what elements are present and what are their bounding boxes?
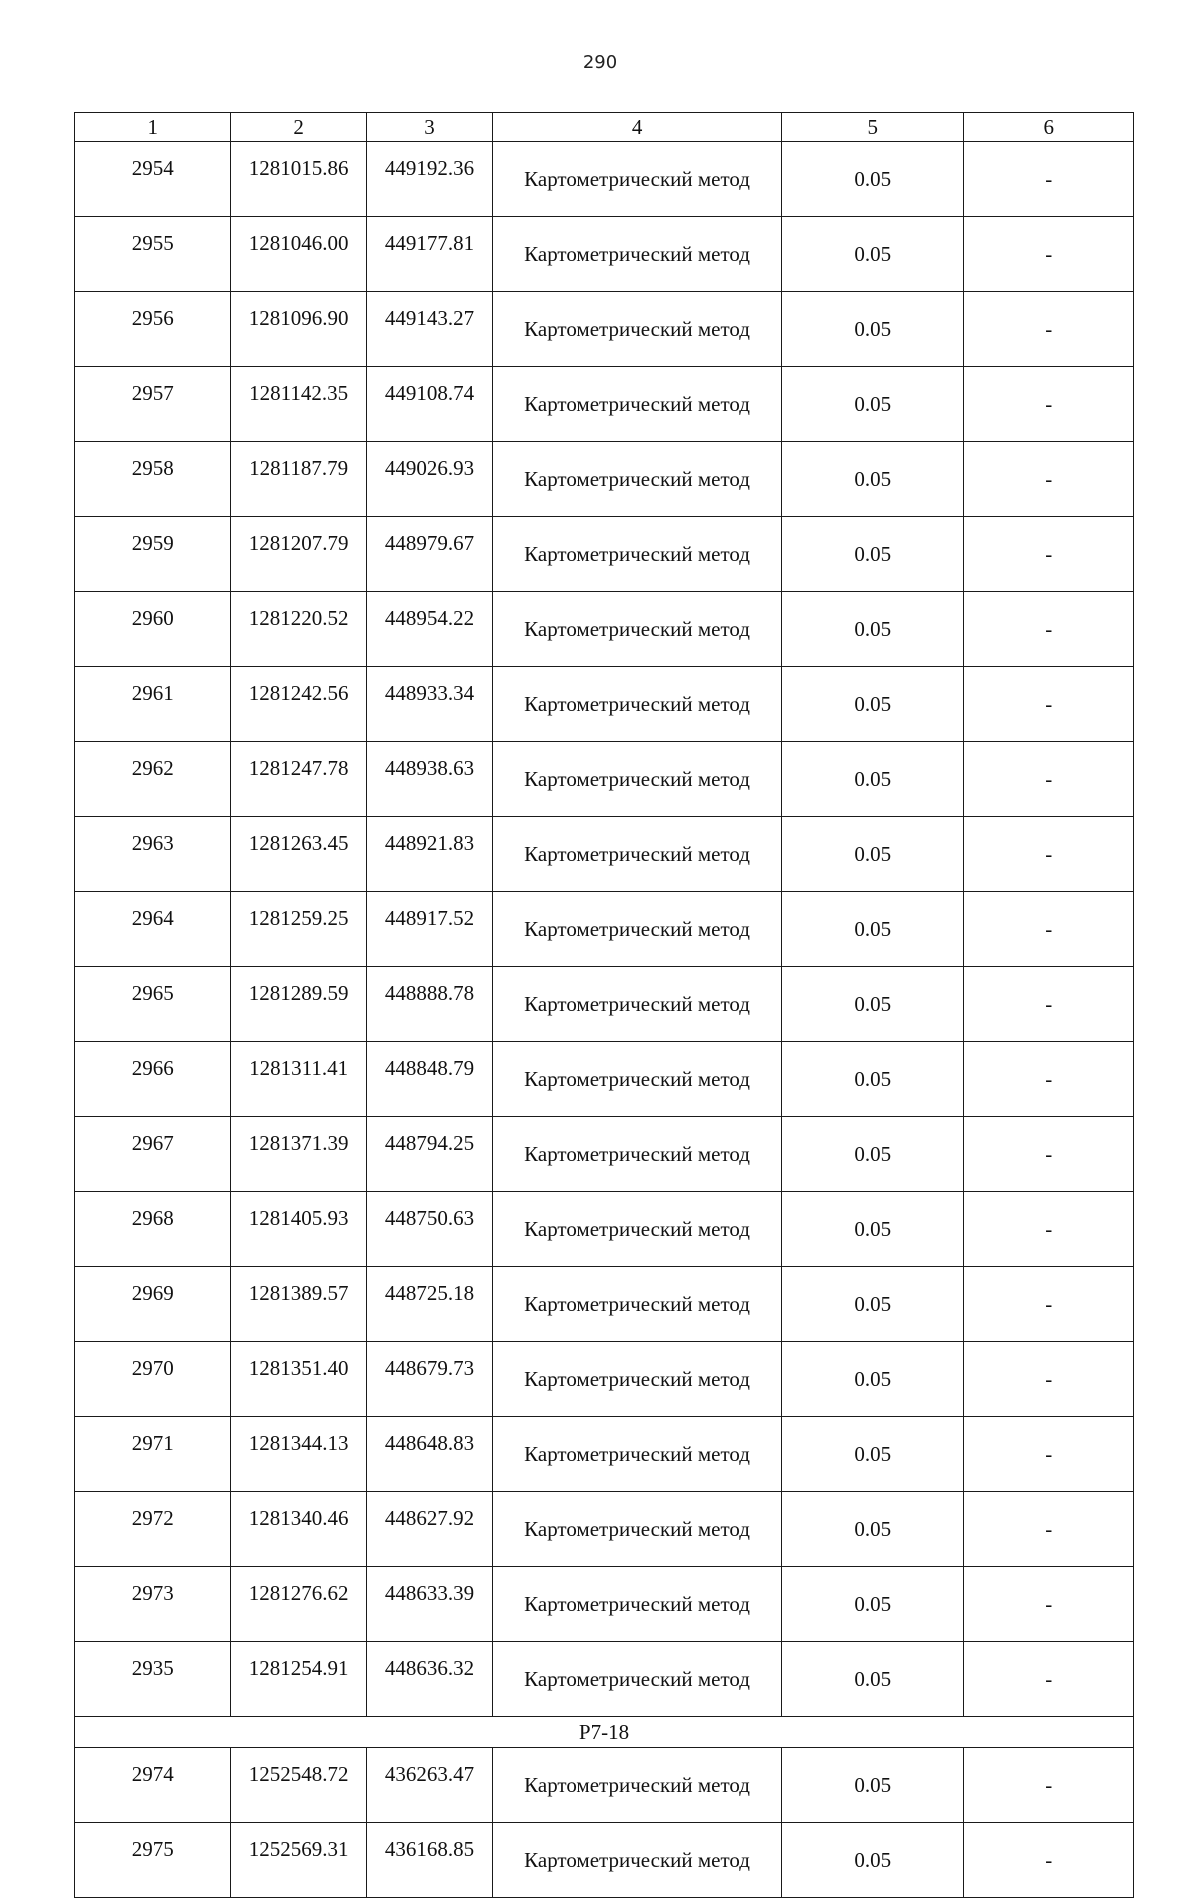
x-coordinate-cell: 1281142.35 — [231, 367, 366, 442]
note-cell: - — [964, 892, 1134, 967]
y-coordinate-cell: 448633.39 — [366, 1567, 492, 1642]
table-row — [75, 1567, 1134, 1642]
accuracy-cell: 0.05 — [781, 967, 964, 1042]
note-cell: - — [964, 1823, 1134, 1898]
x-coordinate-cell: 1281046.00 — [231, 217, 366, 292]
y-coordinate-cell: 448794.25 — [366, 1117, 492, 1192]
note-cell: - — [964, 1642, 1134, 1717]
table-row — [75, 742, 1134, 817]
table-row — [75, 1417, 1134, 1492]
y-coordinate-cell: 448888.78 — [366, 967, 492, 1042]
accuracy-cell: 0.05 — [781, 1748, 964, 1823]
method-cell: Картометрический метод — [493, 292, 782, 367]
point-number-cell: 2973 — [75, 1567, 231, 1642]
header-col-4: 4 — [493, 113, 782, 142]
table-row — [75, 1192, 1134, 1267]
method-cell: Картометрический метод — [493, 892, 782, 967]
table-row — [75, 1492, 1134, 1567]
table-row — [75, 892, 1134, 967]
note-cell: - — [964, 1567, 1134, 1642]
x-coordinate-cell: 1281351.40 — [231, 1342, 366, 1417]
note-cell: - — [964, 742, 1134, 817]
table-row — [75, 1042, 1134, 1117]
x-coordinate-cell: 1281254.91 — [231, 1642, 366, 1717]
accuracy-cell: 0.05 — [781, 292, 964, 367]
x-coordinate-cell: 1281096.90 — [231, 292, 366, 367]
table-row — [75, 967, 1134, 1042]
note-cell: - — [964, 1748, 1134, 1823]
y-coordinate-cell: 448725.18 — [366, 1267, 492, 1342]
method-cell: Картометрический метод — [493, 742, 782, 817]
table-row — [75, 1267, 1134, 1342]
accuracy-cell: 0.05 — [781, 1192, 964, 1267]
table-row — [75, 517, 1134, 592]
accuracy-cell: 0.05 — [781, 592, 964, 667]
method-cell: Картометрический метод — [493, 367, 782, 442]
method-cell: Картометрический метод — [493, 1492, 782, 1567]
point-number-cell: 2957 — [75, 367, 231, 442]
method-cell: Картометрический метод — [493, 1192, 782, 1267]
table-row — [75, 367, 1134, 442]
x-coordinate-cell: 1281389.57 — [231, 1267, 366, 1342]
x-coordinate-cell: 1281015.86 — [231, 142, 366, 217]
point-number-cell: 2965 — [75, 967, 231, 1042]
method-cell: Картометрический метод — [493, 517, 782, 592]
accuracy-cell: 0.05 — [781, 1823, 964, 1898]
accuracy-cell: 0.05 — [781, 367, 964, 442]
note-cell: - — [964, 1192, 1134, 1267]
y-coordinate-cell: 436263.47 — [366, 1748, 492, 1823]
table-row — [75, 592, 1134, 667]
point-number-cell: 2975 — [75, 1823, 231, 1898]
point-number-cell: 2972 — [75, 1492, 231, 1567]
y-coordinate-cell: 449192.36 — [366, 142, 492, 217]
accuracy-cell: 0.05 — [781, 1117, 964, 1192]
method-cell: Картометрический метод — [493, 1823, 782, 1898]
page-number: 290 — [582, 52, 618, 73]
table-row — [75, 667, 1134, 742]
x-coordinate-cell: 1281344.13 — [231, 1417, 366, 1492]
x-coordinate-cell: 1252569.31 — [231, 1823, 366, 1898]
note-cell: - — [964, 967, 1134, 1042]
x-coordinate-cell: 1281207.79 — [231, 517, 366, 592]
accuracy-cell: 0.05 — [781, 892, 964, 967]
x-coordinate-cell: 1281371.39 — [231, 1117, 366, 1192]
note-cell: - — [964, 817, 1134, 892]
table-row — [75, 817, 1134, 892]
y-coordinate-cell: 449026.93 — [366, 442, 492, 517]
y-coordinate-cell: 448750.63 — [366, 1192, 492, 1267]
note-cell: - — [964, 442, 1134, 517]
accuracy-cell: 0.05 — [781, 742, 964, 817]
coordinates-table — [74, 112, 1134, 1898]
point-number-cell: 2955 — [75, 217, 231, 292]
note-cell: - — [964, 517, 1134, 592]
method-cell: Картометрический метод — [493, 1267, 782, 1342]
accuracy-cell: 0.05 — [781, 142, 964, 217]
note-cell: - — [964, 142, 1134, 217]
y-coordinate-cell: 448627.92 — [366, 1492, 492, 1567]
accuracy-cell: 0.05 — [781, 1492, 964, 1567]
x-coordinate-cell: 1281276.62 — [231, 1567, 366, 1642]
method-cell: Картометрический метод — [493, 817, 782, 892]
method-cell: Картометрический метод — [493, 667, 782, 742]
point-number-cell: 2961 — [75, 667, 231, 742]
y-coordinate-cell: 448979.67 — [366, 517, 492, 592]
accuracy-cell: 0.05 — [781, 442, 964, 517]
table-row — [75, 1342, 1134, 1417]
x-coordinate-cell: 1252548.72 — [231, 1748, 366, 1823]
point-number-cell: 2974 — [75, 1748, 231, 1823]
point-number-cell: 2935 — [75, 1642, 231, 1717]
x-coordinate-cell: 1281242.56 — [231, 667, 366, 742]
method-cell: Картометрический метод — [493, 592, 782, 667]
point-number-cell: 2969 — [75, 1267, 231, 1342]
note-cell: - — [964, 292, 1134, 367]
point-number-cell: 2967 — [75, 1117, 231, 1192]
table-row — [75, 1117, 1134, 1192]
y-coordinate-cell: 448648.83 — [366, 1417, 492, 1492]
accuracy-cell: 0.05 — [781, 1417, 964, 1492]
y-coordinate-cell: 449177.81 — [366, 217, 492, 292]
table-row — [75, 142, 1134, 217]
note-cell: - — [964, 1267, 1134, 1342]
point-number-cell: 2968 — [75, 1192, 231, 1267]
y-coordinate-cell: 448848.79 — [366, 1042, 492, 1117]
note-cell: - — [964, 1342, 1134, 1417]
note-cell: - — [964, 367, 1134, 442]
point-number-cell: 2958 — [75, 442, 231, 517]
accuracy-cell: 0.05 — [781, 517, 964, 592]
accuracy-cell: 0.05 — [781, 1042, 964, 1117]
x-coordinate-cell: 1281220.52 — [231, 592, 366, 667]
accuracy-cell: 0.05 — [781, 1267, 964, 1342]
table-row — [75, 292, 1134, 367]
x-coordinate-cell: 1281405.93 — [231, 1192, 366, 1267]
accuracy-cell: 0.05 — [781, 1567, 964, 1642]
table-row — [75, 1748, 1134, 1823]
table-header — [75, 113, 1134, 142]
method-cell: Картометрический метод — [493, 142, 782, 217]
x-coordinate-cell: 1281187.79 — [231, 442, 366, 517]
header-col-5: 5 — [781, 113, 964, 142]
note-cell: - — [964, 592, 1134, 667]
note-cell: - — [964, 667, 1134, 742]
point-number-cell: 2962 — [75, 742, 231, 817]
method-cell: Картометрический метод — [493, 217, 782, 292]
method-cell: Картометрический метод — [493, 1567, 782, 1642]
x-coordinate-cell: 1281289.59 — [231, 967, 366, 1042]
y-coordinate-cell: 436168.85 — [366, 1823, 492, 1898]
y-coordinate-cell: 448679.73 — [366, 1342, 492, 1417]
y-coordinate-cell: 448921.83 — [366, 817, 492, 892]
header-col-2: 2 — [231, 113, 366, 142]
point-number-cell: 2960 — [75, 592, 231, 667]
method-cell: Картометрический метод — [493, 1417, 782, 1492]
x-coordinate-cell: 1281340.46 — [231, 1492, 366, 1567]
header-row — [75, 113, 1134, 142]
header-col-6: 6 — [964, 113, 1134, 142]
y-coordinate-cell: 448917.52 — [366, 892, 492, 967]
point-number-cell: 2959 — [75, 517, 231, 592]
x-coordinate-cell: 1281247.78 — [231, 742, 366, 817]
note-cell: - — [964, 217, 1134, 292]
method-cell: Картометрический метод — [493, 1042, 782, 1117]
note-cell: - — [964, 1042, 1134, 1117]
method-cell: Картометрический метод — [493, 1642, 782, 1717]
point-number-cell: 2971 — [75, 1417, 231, 1492]
accuracy-cell: 0.05 — [781, 667, 964, 742]
accuracy-cell: 0.05 — [781, 817, 964, 892]
method-cell: Картометрический метод — [493, 1342, 782, 1417]
method-cell: Картометрический метод — [493, 967, 782, 1042]
point-number-cell: 2970 — [75, 1342, 231, 1417]
section-label: Р7-18 — [75, 1717, 1134, 1748]
y-coordinate-cell: 449143.27 — [366, 292, 492, 367]
y-coordinate-cell: 448938.63 — [366, 742, 492, 817]
table-row — [75, 1823, 1134, 1898]
note-cell: - — [964, 1417, 1134, 1492]
x-coordinate-cell: 1281259.25 — [231, 892, 366, 967]
y-coordinate-cell: 448933.34 — [366, 667, 492, 742]
header-col-3: 3 — [366, 113, 492, 142]
table-body — [75, 142, 1134, 1898]
point-number-cell: 2963 — [75, 817, 231, 892]
header-col-1: 1 — [75, 113, 231, 142]
accuracy-cell: 0.05 — [781, 1342, 964, 1417]
accuracy-cell: 0.05 — [781, 217, 964, 292]
section-row — [75, 1717, 1134, 1748]
y-coordinate-cell: 448954.22 — [366, 592, 492, 667]
table-row — [75, 217, 1134, 292]
note-cell: - — [964, 1117, 1134, 1192]
point-number-cell: 2954 — [75, 142, 231, 217]
method-cell: Картометрический метод — [493, 442, 782, 517]
x-coordinate-cell: 1281263.45 — [231, 817, 366, 892]
method-cell: Картометрический метод — [493, 1117, 782, 1192]
y-coordinate-cell: 448636.32 — [366, 1642, 492, 1717]
x-coordinate-cell: 1281311.41 — [231, 1042, 366, 1117]
accuracy-cell: 0.05 — [781, 1642, 964, 1717]
method-cell: Картометрический метод — [493, 1748, 782, 1823]
point-number-cell: 2966 — [75, 1042, 231, 1117]
table-row — [75, 1642, 1134, 1717]
note-cell: - — [964, 1492, 1134, 1567]
point-number-cell: 2964 — [75, 892, 231, 967]
y-coordinate-cell: 449108.74 — [366, 367, 492, 442]
table-row — [75, 442, 1134, 517]
point-number-cell: 2956 — [75, 292, 231, 367]
